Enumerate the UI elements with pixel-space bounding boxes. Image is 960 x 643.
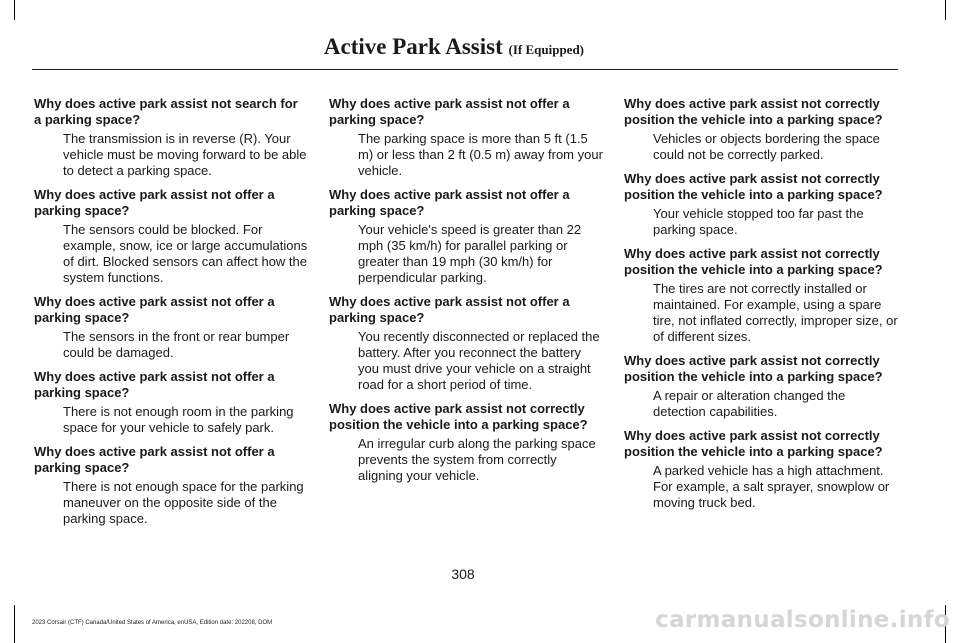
faq-question: Why does active park assist not correctly position the vehicle into a parking space? bbox=[624, 246, 883, 277]
header-rule bbox=[32, 69, 898, 70]
faq-item bbox=[624, 246, 898, 345]
edition-footer: 2023 Corsair (CTF) Canada/United States of America, enUSA, Edition date: 202208, DOM bbox=[32, 620, 273, 626]
faq-answer: Your vehicle's speed is greater than 22 mph (35 km/h) for parallel parking or greater than 19 mph (30 km/h) for perpendicular parking. bbox=[358, 222, 582, 285]
faq-question: Why does active park assist not offer a parking space? bbox=[34, 369, 275, 400]
faq-item bbox=[34, 294, 308, 361]
faq-answer: A parked vehicle has a high attachment. For example, a salt sprayer, snowplow or moving truck bed. bbox=[653, 463, 890, 510]
faq-answer: There is not enough room in the parking space for your vehicle to safely park. bbox=[63, 404, 294, 435]
faq-item bbox=[329, 96, 603, 179]
faq-item bbox=[329, 294, 603, 393]
page-title-suffix: (If Equipped) bbox=[508, 42, 584, 57]
crop-mark-bottom-left bbox=[14, 605, 15, 643]
faq-answer: The transmission is in reverse (R). Your vehicle must be moving forward to be able to detect a parking space. bbox=[63, 131, 307, 178]
faq-answer: An irregular curb along the parking space prevents the system from correctly aligning your vehicle. bbox=[358, 436, 596, 483]
faq-item bbox=[624, 171, 898, 238]
faq-answer: There is not enough space for the parking maneuver on the opposite side of the parking space. bbox=[63, 479, 304, 526]
page-number: 308 bbox=[451, 566, 475, 582]
crop-mark-top-left bbox=[14, 0, 15, 20]
page-title-text: Active Park Assist bbox=[323, 34, 503, 59]
faq-question: Why does active park assist not correctly position the vehicle into a parking space? bbox=[624, 96, 883, 127]
faq-question: Why does active park assist not offer a parking space? bbox=[329, 187, 570, 218]
faq-question: Why does active park assist not offer a parking space? bbox=[34, 444, 275, 475]
faq-answer: Your vehicle stopped too far past the parking space. bbox=[653, 206, 864, 237]
faq-item bbox=[624, 353, 898, 420]
faq-question: Why does active park assist not correctly position the vehicle into a parking space? bbox=[624, 428, 883, 459]
faq-question: Why does active park assist not offer a parking space? bbox=[329, 294, 570, 325]
faq-item bbox=[34, 444, 308, 527]
faq-question: Why does active park assist not search for a parking space? bbox=[34, 96, 298, 127]
faq-item bbox=[624, 96, 898, 163]
faq-question: Why does active park assist not offer a parking space? bbox=[34, 294, 275, 325]
faq-answer: You recently disconnected or replaced the battery. After you reconnect the battery you must drive your vehicle on a straight road for a short period of time. bbox=[358, 329, 600, 392]
crop-mark-top-right bbox=[945, 0, 946, 20]
faq-answer: Vehicles or objects bordering the space could not be correctly parked. bbox=[653, 131, 880, 162]
column-3 bbox=[624, 96, 898, 519]
faq-item bbox=[34, 187, 308, 286]
faq-item bbox=[329, 401, 603, 484]
faq-item bbox=[329, 187, 603, 286]
faq-item bbox=[34, 96, 308, 179]
faq-answer: The sensors in the front or rear bumper could be damaged. bbox=[63, 329, 290, 360]
faq-question: Why does active park assist not offer a parking space? bbox=[329, 96, 570, 127]
page-title bbox=[324, 34, 584, 60]
faq-answer: The sensors could be blocked. For example, snow, ice or large accumulations of dirt. Blocked sensors can affect how the system functions. bbox=[63, 222, 308, 285]
column-2 bbox=[329, 96, 603, 492]
column-1 bbox=[34, 96, 308, 535]
faq-question: Why does active park assist not correctly position the vehicle into a parking space? bbox=[624, 353, 883, 384]
faq-item bbox=[34, 369, 308, 436]
faq-question: Why does active park assist not correctly position the vehicle into a parking space? bbox=[329, 401, 588, 432]
watermark: carmanualsonline.info bbox=[655, 607, 950, 633]
faq-answer: The tires are not correctly installed or maintained. For example, using a spare tire, not inflated correctly, improper size, or of different sizes. bbox=[653, 281, 898, 344]
faq-item bbox=[624, 428, 898, 511]
faq-question: Why does active park assist not offer a parking space? bbox=[34, 187, 275, 218]
faq-answer: The parking space is more than 5 ft (1.5 m) or less than 2 ft (0.5 m) away from your vehicle. bbox=[358, 131, 603, 178]
faq-question: Why does active park assist not correctly position the vehicle into a parking space? bbox=[624, 171, 883, 202]
faq-answer: A repair or alteration changed the detection capabilities. bbox=[653, 388, 846, 419]
